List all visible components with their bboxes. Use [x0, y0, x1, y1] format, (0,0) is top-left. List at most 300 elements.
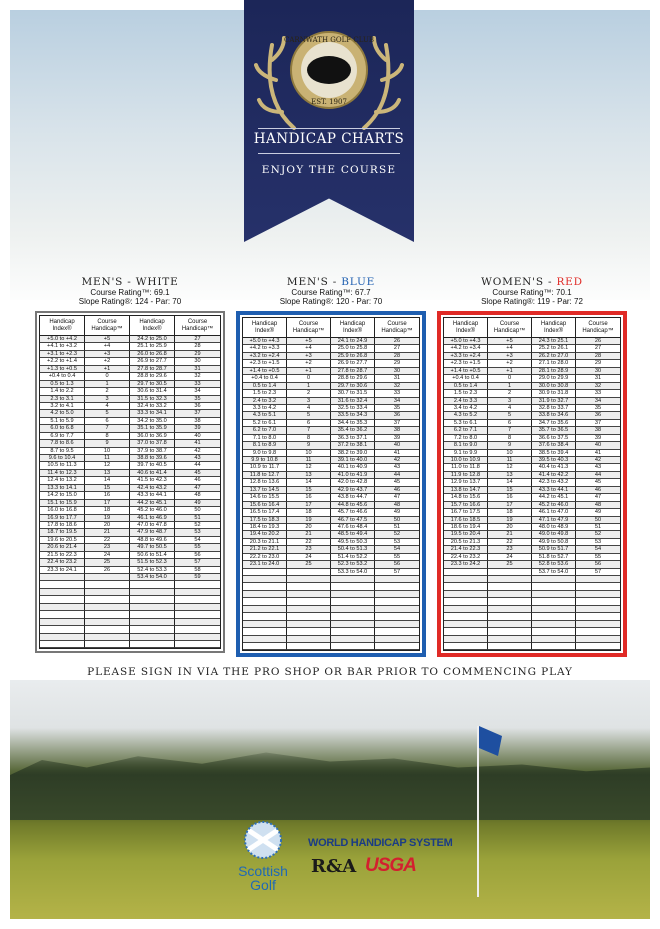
- range-to: 40.9: [356, 464, 368, 471]
- range-word: to: [149, 350, 155, 357]
- range-to: 1.3: [65, 380, 74, 387]
- range-to: 44.1: [557, 486, 569, 493]
- range-from: +4.1: [47, 343, 59, 350]
- handicap-index-range: [444, 375, 488, 382]
- range-from: 16.7: [450, 509, 462, 516]
- range-to: 27.0: [557, 352, 569, 359]
- range-word: to: [551, 367, 556, 374]
- range-from: 26.9: [137, 358, 149, 365]
- range-to: 30.5: [155, 380, 167, 387]
- course-handicap: 44: [175, 462, 220, 469]
- range-word: to: [262, 479, 267, 486]
- course-handicap: [576, 643, 620, 650]
- range-from: 3.3: [252, 404, 261, 411]
- handicap-index-range: [444, 494, 488, 501]
- course-handicap: +1: [488, 368, 532, 375]
- course-handicap: 11: [287, 457, 331, 464]
- range-to: 49.4: [356, 531, 368, 538]
- handicap-index-range: [40, 358, 85, 365]
- handicap-index-range: [532, 502, 576, 509]
- range-from: 31.5: [137, 395, 149, 402]
- handicap-index-range: [532, 524, 576, 531]
- course-handicap: [488, 643, 532, 650]
- course-handicap: 25: [287, 561, 331, 568]
- handicap-index-range: [444, 405, 488, 412]
- whs-logo: WORLD HANDICAP SYSTEM: [308, 837, 453, 849]
- handicap-index-range: [130, 567, 175, 574]
- column-header: Handicap Index®: [331, 318, 375, 338]
- course-handicap: [175, 589, 220, 596]
- range-from: 21.5: [47, 551, 59, 558]
- course-handicap: 42: [576, 457, 620, 464]
- handicap-index-range: [130, 462, 175, 469]
- handicap-index-range: [130, 336, 175, 343]
- course-handicap: [488, 598, 532, 605]
- handicap-index-range: [331, 435, 375, 442]
- range-to: 1.4: [469, 382, 478, 389]
- course-handicap: [375, 583, 419, 590]
- range-from: 12.9: [450, 479, 462, 486]
- range-word: to: [59, 350, 65, 357]
- tee-title: [35, 276, 225, 288]
- handicap-index-range: [243, 494, 287, 501]
- range-to: 53.3: [155, 566, 167, 573]
- range-to: 40.3: [557, 457, 569, 463]
- range-to: 30.8: [557, 382, 569, 389]
- range-from: 1.5: [252, 390, 261, 397]
- range-from: 41.5: [137, 477, 149, 484]
- course-handicap: 40: [576, 442, 620, 449]
- range-to: 52.2: [356, 553, 368, 560]
- course-handicap: 23: [85, 544, 130, 551]
- handicap-index-range: [532, 531, 576, 538]
- handicap-index-range: [331, 427, 375, 434]
- range-word: to: [350, 345, 355, 352]
- range-to: 1.4: [268, 382, 277, 389]
- range-to: 34.1: [155, 410, 167, 417]
- range-to: 51.7: [557, 546, 569, 553]
- range-from: 11.4: [47, 469, 58, 476]
- range-to: 2.3: [268, 390, 277, 397]
- handicap-index-range: [444, 598, 488, 605]
- course-handicap: 33: [175, 381, 220, 388]
- handicap-index-range: [331, 338, 375, 345]
- handicap-index-range: [444, 338, 488, 345]
- range-to: 42.3: [155, 477, 167, 484]
- range-word: to: [350, 479, 355, 486]
- handicap-index-range: [331, 487, 375, 494]
- course-handicap: 36: [175, 403, 220, 410]
- handicap-index-range: [331, 561, 375, 568]
- range-to: 53.6: [557, 561, 569, 568]
- tee-title-prefix: MEN'S -: [81, 276, 136, 288]
- course-handicap: 26: [85, 567, 130, 574]
- handicap-index-range: [444, 606, 488, 613]
- course-handicap: 30: [375, 368, 419, 375]
- range-word: to: [463, 486, 468, 493]
- handicap-index-range: [243, 390, 287, 397]
- range-from: 6.9: [50, 432, 59, 439]
- range-from: 6.2: [252, 427, 261, 434]
- handicap-index-range: [40, 418, 85, 425]
- range-from: 1.4: [50, 388, 59, 395]
- range-word: to: [551, 546, 556, 553]
- range-word: to: [462, 471, 468, 478]
- handicap-index-range: [40, 448, 85, 455]
- range-word: to: [59, 536, 65, 543]
- handicap-index-range: [243, 546, 287, 553]
- handicap-index-range: [331, 569, 375, 576]
- course-handicap: 0: [287, 375, 331, 382]
- handicap-index-range: [331, 583, 375, 590]
- handicap-index-range: [130, 611, 175, 618]
- handicap-index-range: [40, 552, 85, 559]
- handicap-index-range: [40, 544, 85, 551]
- handicap-index-range: [243, 464, 287, 471]
- range-from: +2.2: [47, 358, 59, 365]
- course-handicap: 10: [488, 450, 532, 457]
- range-from: 36.0: [137, 432, 149, 439]
- course-handicap: 24: [85, 552, 130, 559]
- range-from: +1.4: [249, 367, 261, 374]
- handicap-index-range: [331, 442, 375, 449]
- course-handicap: [488, 613, 532, 620]
- range-from: 46.1: [538, 509, 550, 516]
- handicap-index-range: [130, 433, 175, 440]
- range-to: 5.2: [469, 412, 478, 419]
- course-handicap: 27: [375, 345, 419, 352]
- handicap-index-range: [243, 368, 287, 375]
- course-handicap: 51: [576, 524, 620, 531]
- range-from: 44.2: [538, 494, 550, 501]
- range-word: to: [463, 345, 468, 352]
- range-from: 14.6: [249, 494, 261, 501]
- range-to: +4.3: [469, 338, 481, 344]
- range-from: 28.8: [137, 373, 149, 380]
- range-from: 46.1: [137, 514, 149, 521]
- range-from: 47.9: [137, 529, 149, 536]
- range-from: 50.9: [538, 546, 550, 553]
- range-word: to: [551, 516, 556, 523]
- range-from: 40.1: [337, 464, 349, 471]
- course-handicap: [85, 589, 130, 596]
- course-handicap: 45: [576, 479, 620, 486]
- course-handicap: 33: [375, 390, 419, 397]
- table-grid: [242, 317, 420, 651]
- handicap-index-range: [331, 375, 375, 382]
- handicap-index-range: [532, 368, 576, 375]
- range-to: +0.5: [268, 367, 280, 374]
- range-to: 19.4: [469, 523, 481, 530]
- range-from: 5.1: [50, 417, 59, 424]
- course-handicap: 24: [287, 554, 331, 561]
- handicap-index-range: [444, 613, 488, 620]
- divider: [258, 153, 400, 154]
- handicap-index-range: [130, 440, 175, 447]
- range-to: 43.2: [155, 484, 167, 491]
- course-handicap: 55: [175, 544, 220, 551]
- slope-rating: Slope Rating®: 119 - Par: 72: [481, 297, 583, 306]
- handicap-index-range: [40, 477, 85, 484]
- range-word: to: [350, 516, 355, 523]
- course-handicap: [488, 576, 532, 583]
- course-handicap: 34: [576, 398, 620, 405]
- range-to: 38.1: [356, 442, 368, 449]
- range-to: 0.4: [471, 375, 479, 382]
- range-word: to: [350, 568, 355, 575]
- course-handicap: [375, 636, 419, 643]
- tee-colour: RED: [556, 276, 583, 288]
- handicap-index-range: [532, 598, 576, 605]
- course-handicap: [576, 598, 620, 605]
- course-handicap: 59: [175, 574, 220, 581]
- handicap-index-range: [331, 621, 375, 628]
- range-from: 52.4: [137, 566, 149, 573]
- handicap-index-range: [532, 338, 576, 345]
- range-word: to: [350, 442, 355, 449]
- range-from: 17.5: [249, 516, 261, 523]
- range-word: to: [350, 471, 355, 478]
- range-to: 32.3: [155, 395, 167, 402]
- range-word: to: [149, 574, 155, 580]
- handicap-index-range: [243, 502, 287, 509]
- range-from: 27.8: [137, 365, 149, 372]
- course-handicap: 45: [375, 479, 419, 486]
- table-grid: [39, 315, 221, 649]
- range-word: to: [262, 546, 267, 553]
- course-handicap: 19: [287, 517, 331, 524]
- range-from: 22.2: [249, 553, 261, 560]
- handicap-index-range: [532, 643, 576, 650]
- range-to: 25.9: [155, 343, 167, 350]
- handicap-index-range: [40, 343, 85, 350]
- course-handicap: 30: [576, 368, 620, 375]
- handicap-index-range: [40, 596, 85, 603]
- range-to: 39.6: [155, 455, 167, 461]
- range-from: 16.5: [249, 509, 261, 516]
- column-header: Handicap Index®: [444, 318, 488, 338]
- handicap-index-range: [243, 427, 287, 434]
- handicap-index-range: [331, 613, 375, 620]
- course-handicap: 1: [287, 383, 331, 390]
- range-word: to: [463, 553, 468, 560]
- handicap-index-range: [444, 539, 488, 546]
- course-handicap: 18: [488, 509, 532, 516]
- handicap-index-range: [40, 522, 85, 529]
- handicap-index-range: [40, 396, 85, 403]
- range-to: 51.3: [356, 546, 368, 553]
- range-word: to: [551, 464, 556, 471]
- handicap-index-range: [444, 502, 488, 509]
- handicap-index-range: [40, 336, 85, 343]
- range-from: 8.1: [453, 442, 462, 449]
- handicap-index-range: [331, 450, 375, 457]
- handicap-index-range: [130, 403, 175, 410]
- range-from: 23.3: [47, 566, 59, 573]
- range-from: 0.5: [252, 382, 261, 389]
- range-word: to: [350, 382, 355, 389]
- course-handicap: 39: [576, 435, 620, 442]
- course-handicap: +5: [85, 336, 130, 343]
- range-word: to: [262, 531, 267, 538]
- range-from: 40.6: [137, 469, 149, 476]
- range-from: 34.4: [337, 419, 349, 426]
- handicap-index-range: [130, 396, 175, 403]
- range-word: to: [149, 536, 155, 543]
- range-from: 23.3: [450, 561, 462, 568]
- handicap-index-range: [130, 425, 175, 432]
- range-from: 48.5: [337, 531, 349, 538]
- range-from: +3.1: [47, 350, 59, 357]
- course-handicap: [375, 643, 419, 650]
- course-handicap: 35: [576, 405, 620, 412]
- range-word: to: [463, 404, 468, 411]
- handicap-index-range: [130, 492, 175, 499]
- range-word: to: [464, 375, 470, 382]
- course-handicap: 6: [85, 418, 130, 425]
- range-from: 28.1: [538, 367, 550, 374]
- tee-title-prefix: MEN'S -: [286, 276, 342, 288]
- handicap-index-range: [444, 591, 488, 598]
- range-word: to: [59, 447, 65, 454]
- course-handicap: 54: [175, 537, 220, 544]
- course-handicap: 44: [576, 472, 620, 479]
- range-to: 40.5: [155, 462, 167, 469]
- handicap-index-range: [444, 472, 488, 479]
- range-word: to: [551, 382, 556, 389]
- course-handicap: 47: [576, 494, 620, 501]
- tree-icon: [307, 56, 351, 84]
- range-to: 23.2: [469, 553, 481, 560]
- range-from: 2.4: [252, 397, 261, 404]
- range-to: 14.5: [268, 486, 280, 493]
- handicap-index-range: [40, 440, 85, 447]
- handicap-index-range: [40, 470, 85, 477]
- handicap-index-range: [532, 390, 576, 397]
- range-from: 4.3: [453, 412, 462, 419]
- page-title: HANDICAP CHARTS: [253, 131, 405, 147]
- range-from: 30.9: [538, 390, 550, 397]
- range-word: to: [262, 419, 267, 426]
- range-from: +2.3: [249, 360, 261, 367]
- course-handicap: +4: [488, 345, 532, 352]
- course-handicap: 50: [375, 517, 419, 524]
- range-word: to: [551, 360, 556, 367]
- course-handicap: 50: [576, 517, 620, 524]
- course-handicap: +1: [85, 366, 130, 373]
- range-to: 0.4: [67, 373, 76, 380]
- range-to: 12.8: [469, 471, 481, 478]
- course-handicap: 13: [287, 472, 331, 479]
- range-to: 33.4: [356, 404, 368, 411]
- course-handicap: [576, 628, 620, 635]
- range-from: 35.7: [538, 427, 550, 434]
- course-handicap: [287, 613, 331, 620]
- handicap-index-range: [331, 606, 375, 613]
- course-handicap: 35: [375, 405, 419, 412]
- range-word: to: [551, 494, 556, 501]
- range-word: to: [350, 464, 355, 471]
- handicap-index-range: [130, 626, 175, 633]
- range-to: 9.8: [268, 449, 277, 456]
- handicap-index-range: [40, 351, 85, 358]
- handicap-index-range: [331, 464, 375, 471]
- handicap-index-range: [331, 554, 375, 561]
- range-from: +1.4: [450, 367, 462, 374]
- course-handicap: 14: [85, 477, 130, 484]
- range-from: 40.4: [538, 464, 550, 471]
- range-word: to: [59, 551, 65, 558]
- course-handicap: [85, 641, 130, 648]
- handicap-index-range: [444, 621, 488, 628]
- range-to: +1.5: [469, 360, 481, 367]
- range-from: +4.2: [450, 345, 462, 352]
- range-to: 22.3: [65, 551, 77, 558]
- range-to: 34.6: [557, 412, 569, 419]
- range-to: 37.5: [557, 434, 569, 441]
- handicap-index-range: [130, 500, 175, 507]
- range-from: 32.8: [538, 404, 550, 411]
- range-word: to: [551, 397, 556, 404]
- range-to: 8.9: [268, 442, 277, 449]
- course-handicap: 28: [175, 343, 220, 350]
- range-to: 13.2: [65, 477, 77, 484]
- course-handicap: +3: [287, 353, 331, 360]
- range-from: 7.2: [453, 434, 462, 441]
- course-handicap: 38: [175, 418, 220, 425]
- range-word: to: [149, 410, 155, 417]
- range-from: 33.5: [337, 412, 349, 419]
- range-to: 12.3: [65, 469, 77, 476]
- course-handicap: 53: [375, 539, 419, 546]
- tee-colour: BLUE: [341, 276, 376, 288]
- handicap-index-range: [40, 529, 85, 536]
- range-from: 30.6: [137, 388, 149, 395]
- range-word: to: [463, 494, 468, 501]
- handicap-index-range: [331, 390, 375, 397]
- course-handicap: 29: [576, 360, 620, 367]
- handicap-index-range: [130, 529, 175, 536]
- course-handicap: [375, 628, 419, 635]
- range-word: to: [149, 507, 155, 514]
- handicap-index-range: [40, 403, 85, 410]
- course-handicap: +3: [85, 351, 130, 358]
- range-to: 46.0: [557, 501, 569, 508]
- range-word: to: [463, 509, 468, 516]
- course-handicap: 53: [175, 529, 220, 536]
- range-from: 18.6: [450, 523, 462, 530]
- course-handicap: 55: [375, 554, 419, 561]
- handicap-index-range: [444, 427, 488, 434]
- course-handicap: 15: [488, 487, 532, 494]
- course-handicap: 4: [287, 405, 331, 412]
- range-word: to: [463, 561, 468, 568]
- range-to: 54.0: [557, 568, 569, 575]
- course-handicap: 47: [375, 494, 419, 501]
- course-handicap: 10: [287, 450, 331, 457]
- course-handicap: 45: [175, 470, 220, 477]
- handicap-index-range: [243, 524, 287, 531]
- handicap-index-range: [243, 457, 287, 464]
- range-from: 46.7: [337, 516, 349, 523]
- handicap-index-range: [532, 561, 576, 568]
- range-word: to: [262, 367, 267, 374]
- course-handicap: 1: [488, 383, 532, 390]
- range-word: to: [59, 388, 65, 395]
- range-word: to: [59, 499, 65, 506]
- range-to: 24.0: [268, 561, 280, 568]
- course-handicap: 40: [175, 433, 220, 440]
